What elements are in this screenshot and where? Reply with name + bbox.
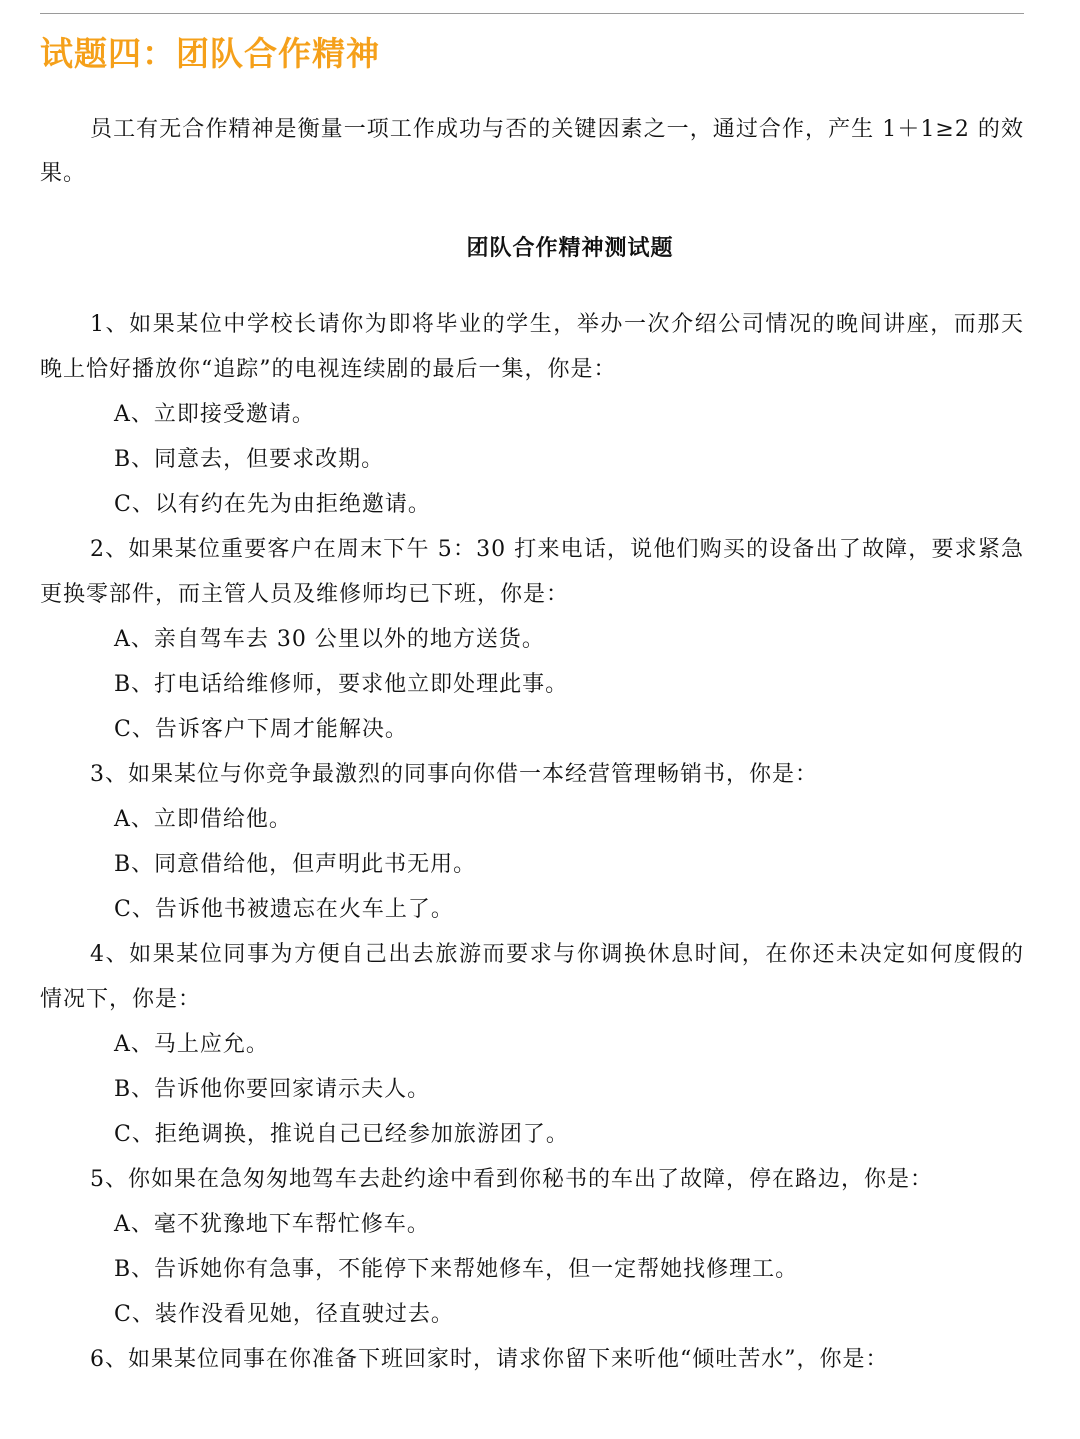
option-c: C、以有约在先为由拒绝邀请。 (114, 492, 431, 517)
question-text: 4、如果某位同事为方便自己出去旅游而要求与你调换休息时间，在你还未决定如何度假的情况下，你是： (40, 942, 1024, 1012)
question-4 (40, 932, 1024, 1157)
option-b: B、同意去，但要求改期。 (114, 447, 385, 472)
intro-paragraph: 员工有无合作精神是衡量一项工作成功与否的关键因素之一，通过合作，产生 1＋1≥2 的效果。 (40, 117, 1024, 186)
option-a: A、马上应允。 (114, 1032, 269, 1057)
option-a: A、立即借给他。 (114, 807, 292, 832)
question-text: 1、如果某位中学校长请你为即将毕业的学生，举办一次介绍公司情况的晚间讲座，而那天晚上恰好播放你“追踪”的电视连续剧的最后一集，你是： (40, 312, 1024, 382)
option-c: C、拒绝调换，推说自己已经参加旅游团了。 (114, 1122, 569, 1147)
question-2 (40, 527, 1024, 752)
option-a: A、亲自驾车去 30 公里以外的地方送货。 (114, 627, 545, 652)
option-c: C、装作没看见她，径直驶过去。 (114, 1302, 454, 1327)
option-c: C、告诉他书被遗忘在火车上了。 (114, 897, 454, 922)
top-divider (40, 13, 1024, 14)
option-c: C、告诉客户下周才能解决。 (114, 717, 408, 742)
option-b: B、告诉她你有急事，不能停下来帮她修车，但一定帮她找修理工。 (114, 1257, 799, 1282)
question-6 (40, 1337, 1024, 1382)
option-a: A、毫不犹豫地下车帮忙修车。 (114, 1212, 430, 1237)
question-1 (40, 302, 1024, 527)
option-b: B、告诉他你要回家请示夫人。 (114, 1077, 431, 1102)
question-text: 5、你如果在急匆匆地驾车去赴约途中看到你秘书的车出了故障，停在路边，你是： (90, 1167, 933, 1192)
option-b: B、打电话给维修师，要求他立即处理此事。 (114, 672, 569, 697)
page-title: 试题四：团队合作精神 (40, 34, 380, 73)
option-a: A、立即接受邀请。 (114, 402, 315, 427)
option-b: B、同意借给他，但声明此书无用。 (114, 852, 477, 877)
question-text: 6、如果某位同事在你准备下班回家时，请求你留下来听他“倾吐苦水”，你是： (90, 1347, 889, 1372)
question-text: 3、如果某位与你竞争最激烈的同事向你借一本经营管理畅销书，你是： (90, 762, 818, 787)
question-list (40, 302, 1024, 1382)
question-3 (40, 752, 1024, 932)
question-text: 2、如果某位重要客户在周末下午 5：30 打来电话，说他们购买的设备出了故障，要求紧急更换零部件，而主管人员及维修师均已下班，你是： (40, 537, 1024, 607)
question-5 (40, 1157, 1024, 1337)
test-heading: 团队合作精神测试题 (466, 235, 674, 261)
